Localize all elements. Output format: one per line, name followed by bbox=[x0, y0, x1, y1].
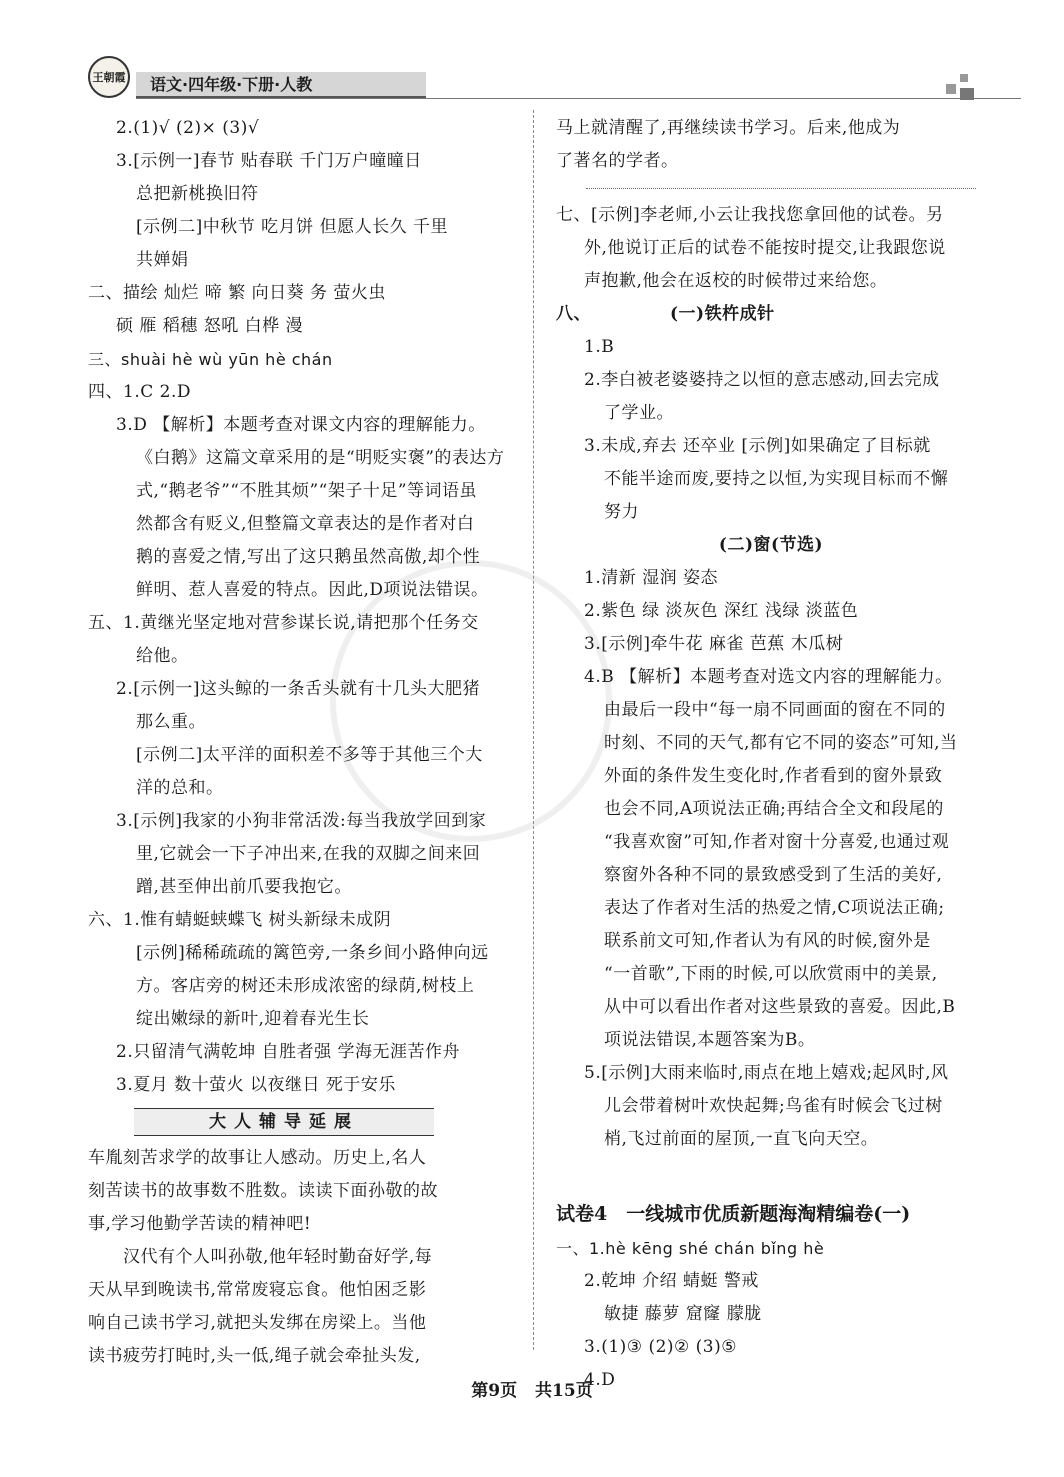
text-line: 鹅的喜爱之情,写出了这只鹅虽然高傲,却个性 bbox=[136, 547, 481, 567]
text-line: 然都含有贬义,但整篇文章表达的是作者对白 bbox=[136, 514, 475, 534]
text-line: 3.[示例]牵牛花 麻雀 芭蕉 木瓜树 bbox=[584, 634, 844, 654]
extension-title: 大人辅导延展 bbox=[134, 1108, 434, 1136]
test4-title: 试卷4 一线城市优质新题海淘精编卷(一) bbox=[556, 1203, 911, 1225]
text-line: 联系前文可知,作者认为有风的时候,窗外是 bbox=[604, 931, 931, 951]
text-line: 2.李白被老婆婆持之以恒的意志感动,回去完成 bbox=[584, 370, 940, 390]
text-line: 刻苦读书的故事数不胜数。读读下面孙敬的故 bbox=[88, 1181, 438, 1201]
text-line: 式,“鹅老爷”“不胜其烦”“架子十足”等词语虽 bbox=[136, 481, 478, 501]
text-line: 1.B bbox=[584, 337, 615, 357]
text-line: 车胤刻苦求学的故事让人感动。历史上,名人 bbox=[88, 1148, 427, 1168]
left-column bbox=[88, 112, 508, 1373]
test4-answers bbox=[556, 1232, 986, 1397]
text-line: 4.D bbox=[584, 1370, 616, 1390]
text-line: 二、描绘 灿烂 啼 繁 向日葵 务 萤火虫 bbox=[88, 283, 386, 303]
right-column bbox=[556, 112, 986, 1397]
right-answers bbox=[556, 199, 986, 1156]
text-line: [示例二]中秋节 吃月饼 但愿人长久 千里 bbox=[136, 217, 448, 237]
text-line: 察窗外各种不同的景致感受到了生活的美好, bbox=[604, 865, 943, 885]
text-line: 项说法错误,本题答案为B。 bbox=[604, 1030, 816, 1050]
subject-title: 语文·四年级·下册·人教 bbox=[136, 72, 426, 98]
text-line: 5.[示例]大雨来临时,雨点在地上嬉戏;起风时,风 bbox=[584, 1063, 949, 1083]
text-line: 外,他说订正后的试卷不能按时提交,让我跟您说 bbox=[584, 238, 946, 258]
text-line: 那么重。 bbox=[136, 712, 206, 732]
text-line: 鲜明、惹人喜爱的特点。因此,D项说法错误。 bbox=[136, 580, 489, 600]
extension-continued bbox=[556, 112, 986, 178]
text-line: 汉代有个人叫孙敬,他年轻时勤奋好学,每 bbox=[88, 1247, 433, 1267]
text-line: 六、1.惟有蜻蜓蛱蝶飞 树头新绿未成阴 bbox=[88, 910, 392, 930]
text-line: 八、 (一)铁杵成针 bbox=[556, 304, 775, 324]
text-line: 不能半途而废,要持之以恒,为实现目标而不懈 bbox=[604, 469, 949, 489]
text-line: “我喜欢窗”可知,作者对窗十分喜爱,也通过观 bbox=[604, 832, 950, 852]
decor-square bbox=[960, 88, 974, 100]
text-line: 3.夏月 数十萤火 以夜继日 死于安乐 bbox=[116, 1075, 396, 1095]
text-line: 绽出嫩绿的新叶,迎着春光生长 bbox=[136, 1009, 370, 1029]
text-line: 3.[示例一]春节 贴春联 千门万户曈曈日 bbox=[116, 151, 422, 171]
text-line: 4.B 【解析】本题考查对选文内容的理解能力。 bbox=[584, 667, 953, 687]
text-line: 天从早到晚读书,常常废寝忘食。他怕困乏影 bbox=[88, 1280, 427, 1300]
text-line: 了学业。 bbox=[604, 403, 674, 423]
text-line: 五、1.黄继光坚定地对营参谋长说,请把那个任务交 bbox=[88, 613, 479, 633]
text-line: [示例]稀稀疏疏的篱笆旁,一条乡间小路伸向远 bbox=[136, 943, 489, 963]
text-line: 硕 雁 稻穗 怒吼 白桦 漫 bbox=[116, 316, 304, 336]
text-line: 了著名的学者。 bbox=[556, 151, 679, 171]
text-line: 响自己读书学习,就把头发绑在房梁上。当他 bbox=[88, 1313, 427, 1333]
text-line: 马上就清醒了,再继续读书学习。后来,他成为 bbox=[556, 118, 901, 138]
text-line: 洋的总和。 bbox=[136, 778, 224, 798]
text-line: 儿会带着树叶欢快起舞;鸟雀有时候会飞过树 bbox=[604, 1096, 943, 1116]
text-line: 时刻、不同的天气,都有它不同的姿态”可知,当 bbox=[604, 733, 958, 753]
publisher-logo: 王朝霞 bbox=[88, 56, 130, 98]
text-line: 2.(1)√ (2)× (3)√ bbox=[116, 118, 260, 138]
text-line: 3.(1)③ (2)② (3)⑤ bbox=[584, 1337, 737, 1357]
text-line: 2.[示例一]这头鲸的一条舌头就有十几头大肥猪 bbox=[116, 679, 480, 699]
text-line: [示例二]太平洋的面积差不多等于其他三个大 bbox=[136, 745, 483, 765]
page-footer bbox=[0, 1376, 1064, 1401]
header-rule bbox=[136, 98, 1021, 99]
text-line: 由最后一段中“每一扇不同画面的窗在不同的 bbox=[604, 700, 946, 720]
text-line: 1.清新 湿润 姿态 bbox=[584, 568, 719, 588]
text-line: 事,学习他勤学苦读的精神吧! bbox=[88, 1214, 312, 1234]
page-total: 共15页 bbox=[535, 1381, 593, 1401]
decor-square bbox=[946, 84, 956, 94]
text-line: 外面的条件发生变化时,作者看到的窗外景致 bbox=[604, 766, 943, 786]
decor-square bbox=[960, 74, 968, 82]
text-line: 3.[示例]我家的小狗非常活泼:每当我放学回到家 bbox=[116, 811, 487, 831]
text-line: 声抱歉,他会在返校的时候带过来给您。 bbox=[584, 271, 888, 291]
text-line: 四、1.C 2.D bbox=[88, 382, 191, 402]
text-line: 3.未成,弃去 还卒业 [示例]如果确定了目标就 bbox=[584, 436, 931, 456]
text-line: 读书疲劳打盹时,头一低,绳子就会牵扯头发, bbox=[88, 1346, 421, 1366]
page-number: 第9页 bbox=[471, 1381, 518, 1401]
text-line: 2.乾坤 介绍 蜻蜓 警戒 bbox=[584, 1271, 759, 1291]
text-line: “一首歌”,下雨的时候,可以欣赏雨中的美景, bbox=[604, 964, 938, 984]
text-line: 《白鹅》这篇文章采用的是“明贬实褒”的表达方 bbox=[136, 448, 505, 468]
extension-text bbox=[88, 1142, 508, 1373]
text-line: 总把新桃换旧符 bbox=[136, 184, 259, 204]
text-line: 方。客店旁的树还未形成浓密的绿荫,树枝上 bbox=[136, 976, 475, 996]
text-line: 表达了作者对生活的热爱之情,C项说法正确; bbox=[604, 898, 945, 918]
text-line: 共婵娟 bbox=[136, 250, 189, 270]
text-line: 里,它就会一下子冲出来,在我的双脚之间来回 bbox=[136, 844, 481, 864]
text-line: 一、1.hè kēng shé chán bǐng hè bbox=[556, 1239, 825, 1258]
text-line: (二)窗(节选) bbox=[718, 535, 824, 555]
text-line: 敏捷 藤萝 窟窿 朦胧 bbox=[604, 1304, 762, 1324]
text-line: 给他。 bbox=[136, 646, 189, 666]
text-line: 努力 bbox=[604, 502, 639, 522]
column-divider bbox=[533, 110, 534, 1350]
page-header bbox=[88, 56, 1060, 100]
dotted-separator bbox=[586, 188, 976, 189]
text-line: 三、shuài hè wù yūn hè chán bbox=[88, 350, 333, 369]
text-line: 从中可以看出作者对这些景致的喜爱。因此,B bbox=[604, 997, 956, 1017]
text-line: 梢,飞过前面的屋顶,一直飞向天空。 bbox=[604, 1129, 879, 1149]
text-line: 2.只留清气满乾坤 自胜者强 学海无涯苦作舟 bbox=[116, 1042, 461, 1062]
left-answers bbox=[88, 112, 508, 1102]
text-line: 2.紫色 绿 淡灰色 深红 浅绿 淡蓝色 bbox=[584, 601, 859, 621]
text-line: 七、[示例]李老师,小云让我找您拿回他的试卷。另 bbox=[556, 205, 944, 225]
text-line: 3.D 【解析】本题考查对课文内容的理解能力。 bbox=[116, 415, 486, 435]
text-line: 蹭,甚至伸出前爪要我抱它。 bbox=[136, 877, 352, 897]
text-line: 也会不同,A项说法正确;再结合全文和段尾的 bbox=[604, 799, 944, 819]
